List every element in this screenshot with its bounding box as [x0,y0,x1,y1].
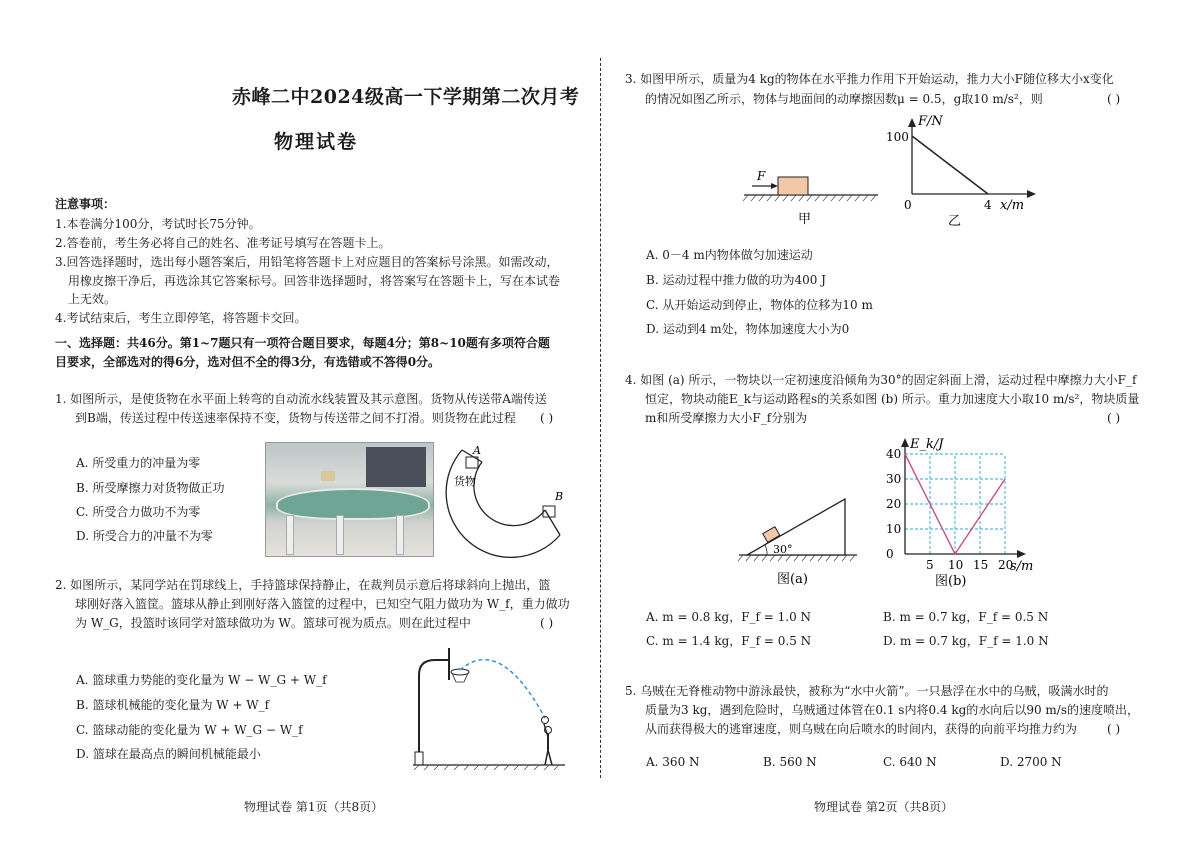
q3-tick-0: 0 [904,198,912,212]
q3-option-b[interactable]: B. 运动过程中推力做的功为400 J [646,273,826,287]
q2-option-b[interactable]: B. 篮球机械能的变化量为 W + W_f [76,698,270,712]
q4-fig-a-caption: 图(a) [777,572,808,587]
q1-answer-paren: ( ) [540,411,554,425]
notice-1: 1.本卷满分100分，考试时长75分钟。 [55,217,261,231]
q3-line1: 3. 如图甲所示，质量为4 kg的物体在水平推力作用下开始运动，推力大小F随位移大小x变化 [625,72,1114,86]
q1-option-b[interactable]: B. 所受摩擦力对货物做正功 [76,481,225,495]
q3-figure-yi [880,112,1050,232]
q5-line1: 5. 乌贼在无脊椎动物中游泳最快，被称为“水中火箭”。一只悬浮在水中的乌贼，吸满水时的 [625,684,1109,698]
q3-option-d[interactable]: D. 运动到4 m处，物体加速度大小为0 [646,322,850,336]
ek-xtick-label: 15 [973,558,989,572]
label-jia: 甲 [798,212,812,227]
ek-xtick-label: 10 [948,558,964,572]
conveyor-diagram [440,440,580,560]
section-heading-line2: 目要求，全部选对的得6分，选对但不全的得3分，有选错或不答得0分。 [55,355,441,369]
ek-axis-x-label: s/m [1010,559,1034,574]
ek-ytick-label: 10 [886,522,902,536]
q3-option-a[interactable]: A. 0－4 m内物体做匀加速运动 [646,248,813,262]
ek-xtick-label: 5 [926,558,934,572]
q4-line1: 4. 如图 (a) 所示，一物块以一定初速度沿倾角为30°的固定斜面上滑，运动过程中摩擦力大小F_f [625,373,1137,387]
notice-4: 4.考试结束后，考生立即停笔，将答题卡交回。 [55,311,307,325]
q3-axis-x-label: x/m [1000,198,1025,213]
q4-angle-label: 30° [773,543,793,556]
q4-option-b[interactable]: B. m = 0.7 kg，F_f = 0.5 N [883,610,1049,624]
q5-option-d[interactable]: D. 2700 N [1000,755,1062,769]
q1-option-a[interactable]: A. 所受重力的冲量为零 [76,456,201,470]
notice-3: 3.回答选择题时，选出每小题答案后，用铅笔将答题卡上对应题目的答案标号涂黑。如需改动， [55,255,559,269]
ek-grid [905,454,1005,554]
notice-3-cont2: 上无效。 [68,292,117,306]
q1-option-d[interactable]: D. 所受合力的冲量不为零 [76,529,213,543]
label-goods: 货物 [454,475,476,488]
q4-line2: 恒定，物块动能E_k与运动路程s的关系如图 (b) 所示。重力加速度大小取10 m/s²，物块质量 [645,392,1140,406]
q3-option-c[interactable]: C. 从开始运动到停止，物体的位移为10 m [646,298,873,312]
q3-figure-jia [740,165,885,230]
label-b: B [555,490,564,503]
q4-option-c[interactable]: C. m = 1.4 kg，F_f = 0.5 N [646,634,812,648]
q2-line1: 2. 如图所示，某同学站在罚球线上，手持篮球保持静止，在裁判员示意后将球斜向上抛出，篮 [55,578,551,592]
q1-line1: 1. 如图所示，是使货物在水平面上转弯的自动流水线装置及其示意图。货物从传送带A端传送 [55,392,547,406]
q5-answer-paren: ( ) [1107,722,1121,736]
notice-2: 2.答卷前，考生务必将自己的姓名、准考证号填写在答题卡上。 [55,236,391,250]
section-heading-line1: 一、选择题：共46分。第1~7题只有一项符合题目要求，每题4分；第8~10题有多项符合题 [55,336,550,350]
q5-line2: 质量为3 kg，遇到危险时，乌贼通过体管在0.1 s内将0.4 kg的水向后以90 m/s的速度喷出， [645,703,1139,717]
q4-option-a[interactable]: A. m = 0.8 kg，F_f = 1.0 N [646,610,812,624]
notice-3-cont: 用橡皮擦干净后，再选涂其它答案标号。回答非选择题时，将答案写在答题卡上，写在本试卷 [68,274,561,288]
q4-line3: m和所受摩擦力大小F_f分别为 [645,411,808,425]
ek-ytick-label: 30 [886,472,902,486]
q4-fig-b-caption: 图(b) [935,574,967,589]
left-page-footer: 物理试卷 第1页（共8页） [244,800,384,814]
ek-xtick-label: 20 [998,558,1014,572]
q3-answer-paren: ( ) [1107,92,1121,106]
q2-line3: 为 W_G，投篮时该同学对篮球做功为 W。篮球可视为质点。则在此过程中 [75,616,471,630]
right-page-footer: 物理试卷 第2页（共8页） [814,800,954,814]
conveyor-photo [265,442,434,557]
notice-heading: 注意事项： [55,197,116,211]
q4-option-d[interactable]: D. m = 0.7 kg，F_f = 1.0 N [883,634,1049,648]
page-divider [600,58,601,778]
q3-tick-4: 4 [984,198,992,212]
label-F: F [757,169,766,183]
exam-subtitle: 物理试卷 [274,131,359,153]
exam-title: 赤峰二中2024级高一下学期第二次月考 [232,86,580,108]
ek-ytick-label: 0 [886,547,894,561]
basketball-diagram [405,640,570,770]
q2-option-d[interactable]: D. 篮球在最高点的瞬间机械能最小 [76,747,261,761]
q5-option-c[interactable]: C. 640 N [883,755,937,769]
q2-line2: 球刚好落入篮筐。篮球从静止到刚好落入篮筐的过程中，已知空气阻力做功为 W_f，重力做功 [75,597,570,611]
ek-ytick-label: 20 [886,497,902,511]
q3-axis-y-label: F/N [918,114,943,129]
q4-figure-a [735,495,865,590]
q4-figure-b [880,432,1040,592]
label-yi: 乙 [948,214,962,229]
ek-axis-y-label: E_k/J [910,437,944,452]
ek-ytick-label: 40 [886,447,902,461]
q4-answer-paren: ( ) [1107,411,1121,425]
q5-line3: 从而获得极大的逃窜速度，则乌贼在向后喷水的时间内，获得的向前平均推力约为 [645,722,1078,736]
q1-option-c[interactable]: C. 所受合力做功不为零 [76,505,201,519]
q1-line2: 到B端，传送过程中传送速率保持不变，货物与传送带之间不打滑。则货物在此过程 [75,411,516,425]
q2-option-c[interactable]: C. 篮球动能的变化量为 W + W_G − W_f [76,723,303,737]
q5-option-a[interactable]: A. 360 N [646,755,700,769]
q2-option-a[interactable]: A. 篮球重力势能的变化量为 W − W_G + W_f [76,673,327,687]
q2-answer-paren: ( ) [540,616,554,630]
q5-option-b[interactable]: B. 560 N [763,755,817,769]
label-a: A [473,444,481,457]
q3-tick-100: 100 [886,130,909,144]
q3-line2: 的情况如图乙所示，物体与地面间的动摩擦因数μ = 0.5，g取10 m/s²，则 [645,92,1043,106]
